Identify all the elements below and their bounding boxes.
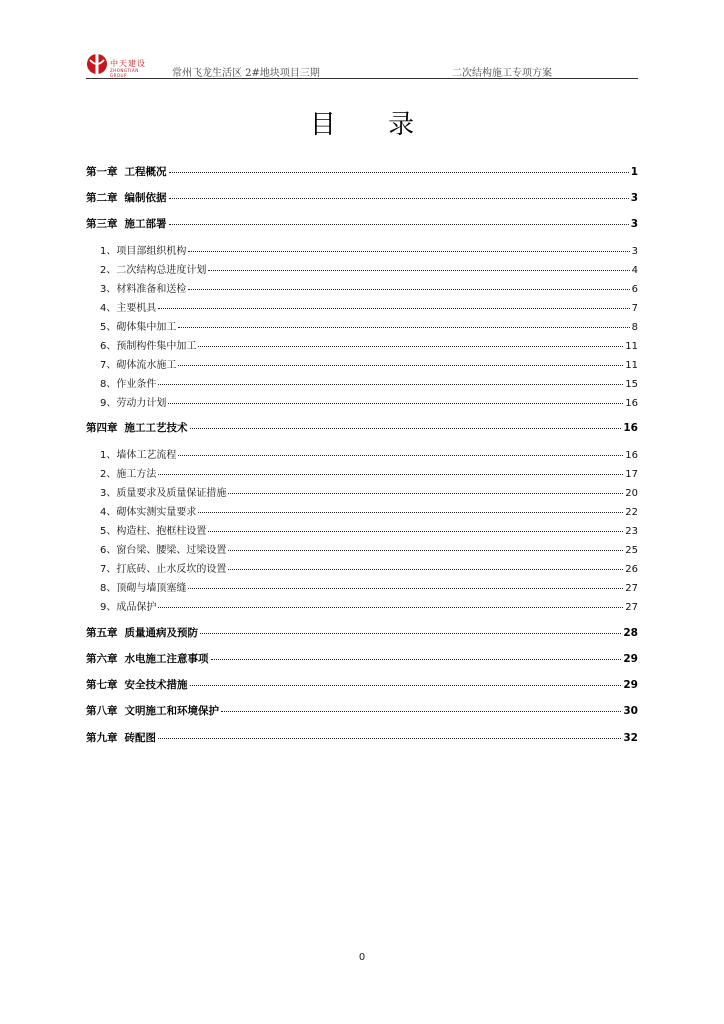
toc-chapter-4[interactable] [86,420,638,435]
toc-chapter-3[interactable] [86,216,638,231]
section-title: 4、主要机具 [100,303,157,314]
chapter-number: 第一章 [86,166,118,178]
leader-dots [169,171,629,173]
chapter-number: 第六章 [86,653,118,665]
section-title: 3、材料准备和送检 [100,284,187,295]
leader-dots [198,511,623,513]
section-title: 7、砌体流水施工 [100,360,177,371]
chapter-title: 质量通病及预防 [124,627,198,639]
section-title: 7、打底砖、止水反坎的设置 [100,564,227,575]
section-title: 2、施工方法 [100,469,157,480]
toc-chapter-6[interactable] [86,651,638,666]
page-number: 27 [625,583,638,594]
section-title: 5、构造柱、抱框柱设置 [100,526,207,537]
page-number: 1 [630,166,638,178]
toc-chapter-5[interactable] [86,625,638,640]
page-number: 17 [625,469,638,480]
chapter-number: 第二章 [86,192,118,204]
leader-dots [228,568,623,570]
leader-dots [188,587,623,589]
leader-dots [200,632,621,634]
leader-dots [169,223,629,225]
leader-dots [211,658,622,660]
toc-section[interactable] [86,484,638,499]
toc-section[interactable] [86,541,638,556]
chapter-title: 文明施工和环境保护 [124,705,219,717]
page-number: 3 [631,246,638,257]
page-number: 6 [631,284,638,295]
toc-section[interactable] [86,375,638,390]
chapter-number: 第三章 [86,218,118,230]
page-header [86,52,638,79]
page-number: 20 [625,488,638,499]
chapter-title: 砖配图 [124,732,156,744]
page-number: 3 [630,192,638,204]
header-document-title: 二次结构施工专项方案 [452,68,552,79]
section-title: 9、劳动力计划 [100,398,167,409]
toc-section[interactable] [86,579,638,594]
toc-chapter-9[interactable] [86,730,638,745]
chapter-title: 施工工艺技术 [124,422,188,434]
toc-chapter-2[interactable] [86,190,638,205]
toc-section[interactable] [86,465,638,480]
leader-dots [158,473,623,475]
toc-section[interactable] [86,503,638,518]
toc-chapter-8[interactable] [86,703,638,718]
chapter-title: 施工部署 [124,218,167,230]
page-number: 30 [623,705,638,717]
leader-dots [158,606,623,608]
section-title: 8、顶砌与墙顶塞缝 [100,583,187,594]
leader-dots [221,710,621,712]
toc-section[interactable] [86,299,638,314]
section-title: 5、砌体集中加工 [100,322,177,333]
page-number: 15 [625,379,638,390]
toc-section[interactable] [86,522,638,537]
logo-mark-icon [86,52,108,76]
chapter-title: 工程概况 [124,166,167,178]
section-title: 1、项目部组织机构 [100,246,187,257]
page-number: 27 [625,602,638,613]
page-number: 11 [625,341,638,352]
leader-dots [158,307,629,309]
leader-dots [178,364,623,366]
page-number: 23 [625,526,638,537]
leader-dots [228,492,623,494]
logo-text-en: ZHONGTIAN GROUP [110,68,139,78]
chapter-title: 安全技术措施 [124,679,188,691]
section-title: 6、窗台梁、腰梁、过梁设置 [100,545,227,556]
leader-dots [208,530,623,532]
leader-dots [158,383,623,385]
page-number: 16 [625,450,638,461]
page-number: 26 [625,564,638,575]
page-number: 7 [631,303,638,314]
chapter-number: 第五章 [86,627,118,639]
toc-chapter-7[interactable] [86,677,638,692]
chapter-number: 第七章 [86,679,118,691]
toc-section[interactable] [86,280,638,295]
toc-section[interactable] [86,242,638,257]
leader-dots [158,737,621,739]
leader-dots [169,197,629,199]
toc-section[interactable] [86,394,638,409]
chapter-title: 编制依据 [124,192,167,204]
toc-section[interactable] [86,446,638,461]
leader-dots [188,250,629,252]
page-number: 4 [631,265,638,276]
section-title: 8、作业条件 [100,379,157,390]
page-number: 16 [625,398,638,409]
leader-dots [190,684,622,686]
toc-chapter-1[interactable] [86,164,638,179]
leader-dots [198,345,623,347]
page-number: 3 [630,218,638,230]
chapter-number: 第九章 [86,732,118,744]
leader-dots [178,326,629,328]
page-number: 8 [631,322,638,333]
page-number: 25 [625,545,638,556]
toc-section[interactable] [86,356,638,371]
page-number: 29 [623,653,638,665]
leader-dots [208,269,629,271]
page-number: 29 [623,679,638,691]
footer-page-number: 0 [358,952,366,963]
chapter-number: 第四章 [86,422,118,434]
toc-section[interactable] [86,261,638,276]
leader-dots [228,549,623,551]
header-project-title: 常州飞龙生活区 2#地块项目三期 [172,68,320,79]
page-number: 11 [625,360,638,371]
company-logo [86,52,156,78]
section-title: 2、二次结构总进度计划 [100,265,207,276]
leader-dots [190,427,622,429]
toc-title: 目 录 [309,110,437,140]
section-title: 4、砌体实测实量要求 [100,507,197,518]
section-title: 9、成品保护 [100,602,157,613]
leader-dots [188,288,629,290]
toc-section[interactable] [86,598,638,613]
page-number: 22 [625,507,638,518]
leader-dots [168,402,623,404]
page-number: 16 [623,422,638,434]
chapter-number: 第八章 [86,705,118,717]
chapter-title: 水电施工注意事项 [124,653,209,665]
section-title: 1、墙体工艺流程 [100,450,177,461]
page-number: 28 [623,627,638,639]
toc-section[interactable] [86,560,638,575]
page-number: 32 [623,732,638,744]
leader-dots [178,454,623,456]
section-title: 3、质量要求及质量保证措施 [100,488,227,499]
section-title: 6、预制构件集中加工 [100,341,197,352]
toc-section[interactable] [86,318,638,333]
toc-section[interactable] [86,337,638,352]
logo-text-cn: 中天建设 [110,59,146,68]
